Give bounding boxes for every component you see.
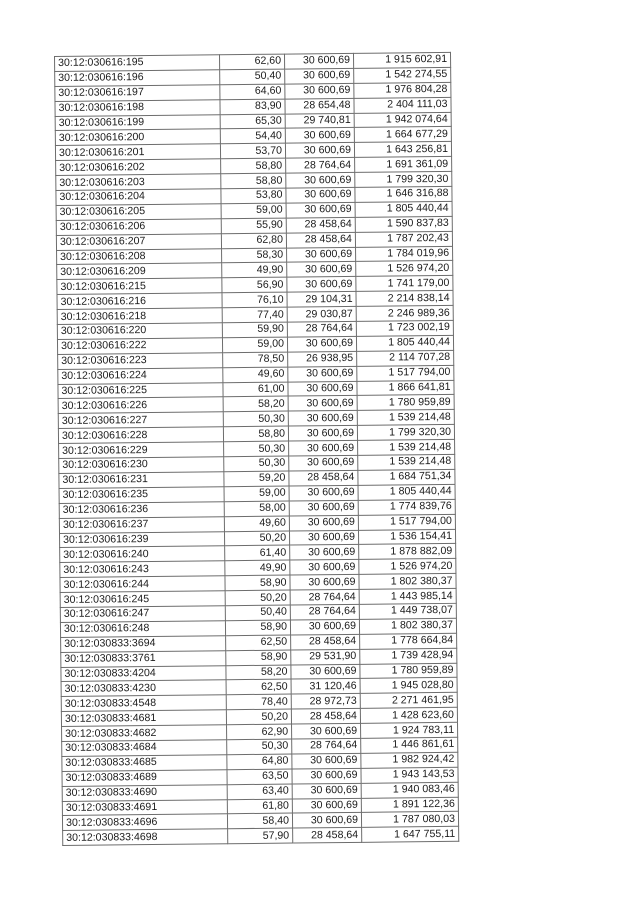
area-cell: 53,70	[220, 143, 285, 159]
area-cell: 59,90	[222, 322, 287, 338]
price-per-unit-cell: 29 104,31	[287, 292, 356, 308]
total-value-cell: 1 739 428,94	[360, 648, 457, 664]
cadastral-number-cell: 30:12:030616:244	[60, 576, 225, 593]
price-per-unit-cell: 28 764,64	[292, 738, 361, 754]
area-cell: 55,90	[221, 218, 286, 234]
area-cell: 50,30	[223, 411, 288, 427]
total-value-cell: 1 691 361,09	[355, 157, 452, 173]
total-value-cell: 1 526 974,20	[359, 559, 456, 575]
cadastral-number-cell: 30:12:030616:204	[56, 189, 221, 206]
cadastral-number-cell: 30:12:030616:201	[55, 144, 220, 161]
total-value-cell: 1 536 154,41	[358, 529, 455, 545]
price-per-unit-cell: 30 600,69	[287, 336, 356, 352]
cadastral-number-cell: 30:12:030833:4698	[63, 829, 228, 846]
area-cell: 59,00	[222, 337, 287, 353]
price-per-unit-cell: 28 764,64	[290, 589, 359, 605]
area-cell: 59,00	[221, 203, 286, 219]
total-value-cell: 1 945 028,80	[360, 678, 457, 694]
cadastral-number-cell: 30:12:030616:200	[55, 129, 220, 146]
price-per-unit-cell: 28 458,64	[291, 634, 360, 650]
cadastral-number-cell: 30:12:030833:4689	[62, 769, 227, 786]
price-per-unit-cell: 30 600,69	[285, 128, 354, 144]
cadastral-number-cell: 30:12:030616:231	[59, 472, 224, 489]
total-value-cell: 1 428 623,60	[360, 707, 457, 723]
price-per-unit-cell: 28 458,64	[289, 470, 358, 486]
price-per-unit-cell: 28 764,64	[286, 158, 355, 174]
area-cell: 64,60	[220, 84, 285, 100]
price-per-unit-cell: 31 120,46	[291, 679, 360, 695]
total-value-cell: 1 643 256,81	[354, 142, 451, 158]
cadastral-number-cell: 30:12:030616:248	[60, 621, 225, 638]
total-value-cell: 1 943 143,53	[361, 767, 458, 783]
cadastral-number-cell: 30:12:030616:206	[56, 219, 221, 236]
price-per-unit-cell: 30 600,69	[289, 500, 358, 516]
cadastral-number-cell: 30:12:030616:227	[58, 412, 223, 429]
cadastral-number-cell: 30:12:030616:207	[56, 233, 221, 250]
cadastral-number-cell: 30:12:030833:4696	[62, 814, 227, 831]
area-cell: 62,60	[219, 54, 284, 70]
cadastral-number-cell: 30:12:030616:240	[60, 546, 225, 563]
cadastral-number-cell: 30:12:030616:235	[59, 487, 224, 504]
table-body	[55, 52, 459, 845]
price-per-unit-cell: 30 600,69	[288, 411, 357, 427]
price-per-unit-cell: 30 600,69	[292, 798, 361, 814]
total-value-cell: 1 924 783,11	[361, 722, 458, 738]
price-per-unit-cell: 30 600,69	[287, 262, 356, 278]
area-cell: 58,40	[227, 813, 292, 829]
total-value-cell: 1 805 440,44	[356, 335, 453, 351]
price-per-unit-cell: 28 458,64	[286, 217, 355, 233]
total-value-cell: 1 940 083,46	[361, 782, 458, 798]
price-per-unit-cell: 30 600,69	[292, 768, 361, 784]
total-value-cell: 1 774 839,76	[358, 499, 455, 515]
area-cell: 77,40	[222, 307, 287, 323]
total-value-cell: 1 443 985,14	[359, 588, 456, 604]
price-per-unit-cell: 30 600,69	[287, 247, 356, 263]
area-cell: 64,80	[227, 754, 292, 770]
area-cell: 59,00	[224, 486, 289, 502]
area-cell: 50,20	[226, 709, 291, 725]
cadastral-number-cell: 30:12:030616:215	[57, 278, 222, 295]
cadastral-number-cell: 30:12:030833:3761	[61, 650, 226, 667]
total-value-cell: 1 723 002,19	[356, 320, 453, 336]
cadastral-number-cell: 30:12:030616:228	[58, 427, 223, 444]
area-cell: 50,40	[225, 605, 290, 621]
cadastral-number-cell: 30:12:030616:208	[57, 248, 222, 265]
total-value-cell: 1 802 380,37	[359, 573, 456, 589]
table-row	[63, 827, 459, 846]
area-cell: 49,90	[222, 263, 287, 279]
area-cell: 50,20	[224, 531, 289, 547]
cadastral-number-cell: 30:12:030616:195	[55, 55, 220, 72]
area-cell: 59,20	[224, 471, 289, 487]
total-value-cell: 1 684 751,34	[358, 469, 455, 485]
price-per-unit-cell: 30 600,69	[290, 560, 359, 576]
area-cell: 58,90	[226, 650, 291, 666]
area-cell: 65,30	[220, 114, 285, 130]
price-per-unit-cell: 30 600,69	[292, 723, 361, 739]
total-value-cell: 1 784 019,96	[356, 246, 453, 262]
area-cell: 58,80	[221, 158, 286, 174]
cadastral-number-cell: 30:12:030616:197	[55, 85, 220, 102]
cadastral-number-cell: 30:12:030833:4204	[61, 665, 226, 682]
total-value-cell: 1 542 274,55	[354, 67, 451, 83]
cadastral-number-cell: 30:12:030616:230	[59, 457, 224, 474]
total-value-cell: 1 805 440,44	[358, 484, 455, 500]
area-cell: 58,30	[222, 248, 287, 264]
cadastral-number-cell: 30:12:030616:223	[58, 353, 223, 370]
price-per-unit-cell: 30 600,69	[286, 202, 355, 218]
total-value-cell: 1 891 122,36	[361, 797, 458, 813]
total-value-cell: 2 114 707,28	[357, 350, 454, 366]
total-value-cell: 1 799 320,30	[357, 425, 454, 441]
area-cell: 58,90	[225, 620, 290, 636]
cadastral-number-cell: 30:12:030616:237	[59, 516, 224, 533]
area-cell: 61,00	[223, 382, 288, 398]
cadastral-number-cell: 30:12:030833:4681	[61, 710, 226, 727]
price-per-unit-cell: 30 600,69	[288, 396, 357, 412]
cadastral-number-cell: 30:12:030833:4684	[62, 740, 227, 757]
price-per-unit-cell: 30 600,69	[284, 53, 353, 69]
cadastral-number-cell: 30:12:030616:203	[56, 174, 221, 191]
price-per-unit-cell: 30 600,69	[289, 455, 358, 471]
total-value-cell: 1 539 214,48	[357, 410, 454, 426]
total-value-cell: 1 741 179,00	[356, 276, 453, 292]
total-value-cell: 1 526 974,20	[356, 261, 453, 277]
price-per-unit-cell: 30 600,69	[289, 530, 358, 546]
total-value-cell: 1 787 202,43	[355, 231, 452, 247]
area-cell: 78,50	[223, 352, 288, 368]
cadastral-number-cell: 30:12:030616:196	[55, 70, 220, 87]
total-value-cell: 1 866 641,81	[357, 380, 454, 396]
total-value-cell: 1 647 755,11	[362, 827, 459, 843]
price-per-unit-cell: 28 654,48	[285, 98, 354, 114]
price-per-unit-cell: 26 938,95	[288, 351, 357, 367]
area-cell: 83,90	[220, 99, 285, 115]
total-value-cell: 1 799 320,30	[355, 171, 452, 187]
price-per-unit-cell: 30 600,69	[292, 783, 361, 799]
cadastral-number-cell: 30:12:030616:222	[57, 338, 222, 355]
area-cell: 62,80	[221, 233, 286, 249]
total-value-cell: 1 449 738,07	[359, 603, 456, 619]
price-per-unit-cell: 30 600,69	[292, 813, 361, 829]
price-per-unit-cell: 30 600,69	[288, 366, 357, 382]
area-cell: 58,20	[226, 665, 291, 681]
total-value-cell: 1 664 677,29	[354, 127, 451, 143]
price-per-unit-cell: 28 458,64	[286, 232, 355, 248]
price-per-unit-cell: 29 030,87	[287, 306, 356, 322]
area-cell: 63,50	[227, 769, 292, 785]
price-per-unit-cell: 30 600,69	[285, 143, 354, 159]
cadastral-number-cell: 30:12:030616:229	[59, 442, 224, 459]
cadastral-number-cell: 30:12:030616:202	[56, 159, 221, 176]
price-per-unit-cell: 30 600,69	[290, 619, 359, 635]
total-value-cell: 1 446 861,61	[361, 737, 458, 753]
area-cell: 49,60	[224, 516, 289, 532]
price-per-unit-cell: 30 600,69	[285, 83, 354, 99]
cadastral-number-cell: 30:12:030616:245	[60, 591, 225, 608]
total-value-cell: 1 517 794,00	[358, 514, 455, 530]
price-per-unit-cell: 30 600,69	[289, 485, 358, 501]
price-per-unit-cell: 28 458,64	[293, 828, 362, 844]
area-cell: 50,40	[220, 69, 285, 85]
cadastral-number-cell: 30:12:030833:4682	[62, 725, 227, 742]
total-value-cell: 1 802 380,37	[359, 618, 456, 634]
area-cell: 56,90	[222, 277, 287, 293]
area-cell: 61,80	[227, 799, 292, 815]
area-cell: 50,30	[224, 456, 289, 472]
area-cell: 58,20	[223, 397, 288, 413]
area-cell: 62,50	[226, 679, 291, 695]
price-per-unit-cell: 30 600,69	[288, 426, 357, 442]
total-value-cell: 2 246 989,36	[356, 305, 453, 321]
area-cell: 49,90	[225, 560, 290, 576]
total-value-cell: 1 778 664,84	[360, 633, 457, 649]
total-value-cell: 2 404 111,03	[354, 97, 451, 113]
total-value-cell: 1 646 316,88	[355, 186, 452, 202]
area-cell: 61,40	[225, 545, 290, 561]
price-per-unit-cell: 28 764,64	[290, 604, 359, 620]
price-per-unit-cell: 30 600,69	[287, 277, 356, 293]
cadastral-number-cell: 30:12:030833:4690	[62, 784, 227, 801]
cadastral-number-cell: 30:12:030616:216	[57, 293, 222, 310]
cadastral-number-cell: 30:12:030616:198	[55, 99, 220, 116]
total-value-cell: 1 539 214,48	[358, 454, 455, 470]
cadastral-value-table	[54, 52, 459, 846]
cadastral-number-cell: 30:12:030616:224	[58, 367, 223, 384]
cadastral-number-cell: 30:12:030616:226	[58, 397, 223, 414]
cadastral-number-cell: 30:12:030833:4230	[61, 680, 226, 697]
price-per-unit-cell: 30 600,69	[288, 381, 357, 397]
area-cell: 58,90	[225, 575, 290, 591]
total-value-cell: 1 590 837,83	[355, 216, 452, 232]
cadastral-number-cell: 30:12:030616:199	[55, 114, 220, 131]
total-value-cell: 2 271 461,95	[360, 693, 457, 709]
price-per-unit-cell: 30 600,69	[286, 172, 355, 188]
cadastral-number-cell: 30:12:030616:239	[59, 531, 224, 548]
area-cell: 63,40	[227, 784, 292, 800]
price-per-unit-cell: 29 531,90	[291, 649, 360, 665]
cadastral-number-cell: 30:12:030616:218	[57, 308, 222, 325]
area-cell: 78,40	[226, 694, 291, 710]
price-per-unit-cell: 30 600,69	[286, 187, 355, 203]
total-value-cell: 1 787 080,03	[361, 812, 458, 828]
price-per-unit-cell: 29 740,81	[285, 113, 354, 129]
cadastral-number-cell: 30:12:030616:225	[58, 382, 223, 399]
cadastral-number-cell: 30:12:030616:247	[60, 606, 225, 623]
cadastral-number-cell: 30:12:030833:4548	[61, 695, 226, 712]
total-value-cell: 1 780 959,89	[357, 395, 454, 411]
price-per-unit-cell: 28 764,64	[287, 321, 356, 337]
area-cell: 58,00	[224, 501, 289, 517]
cadastral-number-cell: 30:12:030833:4685	[62, 755, 227, 772]
total-value-cell: 1 805 440,44	[355, 201, 452, 217]
price-per-unit-cell: 28 458,64	[291, 709, 360, 725]
area-cell: 76,10	[222, 292, 287, 308]
area-cell: 57,90	[228, 828, 293, 844]
area-cell: 49,60	[223, 367, 288, 383]
cadastral-number-cell: 30:12:030616:243	[60, 561, 225, 578]
area-cell: 50,20	[225, 590, 290, 606]
total-value-cell: 1 878 882,09	[359, 544, 456, 560]
total-value-cell: 1 976 804,28	[354, 82, 451, 98]
price-per-unit-cell: 28 972,73	[291, 694, 360, 710]
area-cell: 62,50	[226, 635, 291, 651]
cadastral-number-cell: 30:12:030616:205	[56, 204, 221, 221]
total-value-cell: 1 517 794,00	[357, 365, 454, 381]
area-cell: 62,90	[227, 724, 292, 740]
price-per-unit-cell: 30 600,69	[289, 440, 358, 456]
cadastral-number-cell: 30:12:030833:4691	[62, 799, 227, 816]
total-value-cell: 1 539 214,48	[358, 439, 455, 455]
area-cell: 53,80	[221, 188, 286, 204]
total-value-cell: 2 214 838,14	[356, 291, 453, 307]
price-per-unit-cell: 30 600,69	[291, 664, 360, 680]
cadastral-number-cell: 30:12:030616:209	[57, 263, 222, 280]
area-cell: 58,80	[221, 173, 286, 189]
price-per-unit-cell: 30 600,69	[290, 575, 359, 591]
price-per-unit-cell: 30 600,69	[292, 753, 361, 769]
total-value-cell: 1 982 924,42	[361, 752, 458, 768]
cadastral-number-cell: 30:12:030616:236	[59, 501, 224, 518]
area-cell: 50,30	[227, 739, 292, 755]
cadastral-number-cell: 30:12:030616:220	[57, 323, 222, 340]
area-cell: 54,40	[220, 129, 285, 145]
price-per-unit-cell: 30 600,69	[285, 68, 354, 84]
cadastral-number-cell: 30:12:030833:3694	[61, 635, 226, 652]
price-per-unit-cell: 30 600,69	[289, 515, 358, 531]
area-cell: 58,80	[223, 426, 288, 442]
total-value-cell: 1 915 602,91	[353, 52, 450, 68]
total-value-cell: 1 780 959,89	[360, 663, 457, 679]
total-value-cell: 1 942 074,64	[354, 112, 451, 128]
price-per-unit-cell: 30 600,69	[290, 545, 359, 561]
area-cell: 50,30	[224, 441, 289, 457]
